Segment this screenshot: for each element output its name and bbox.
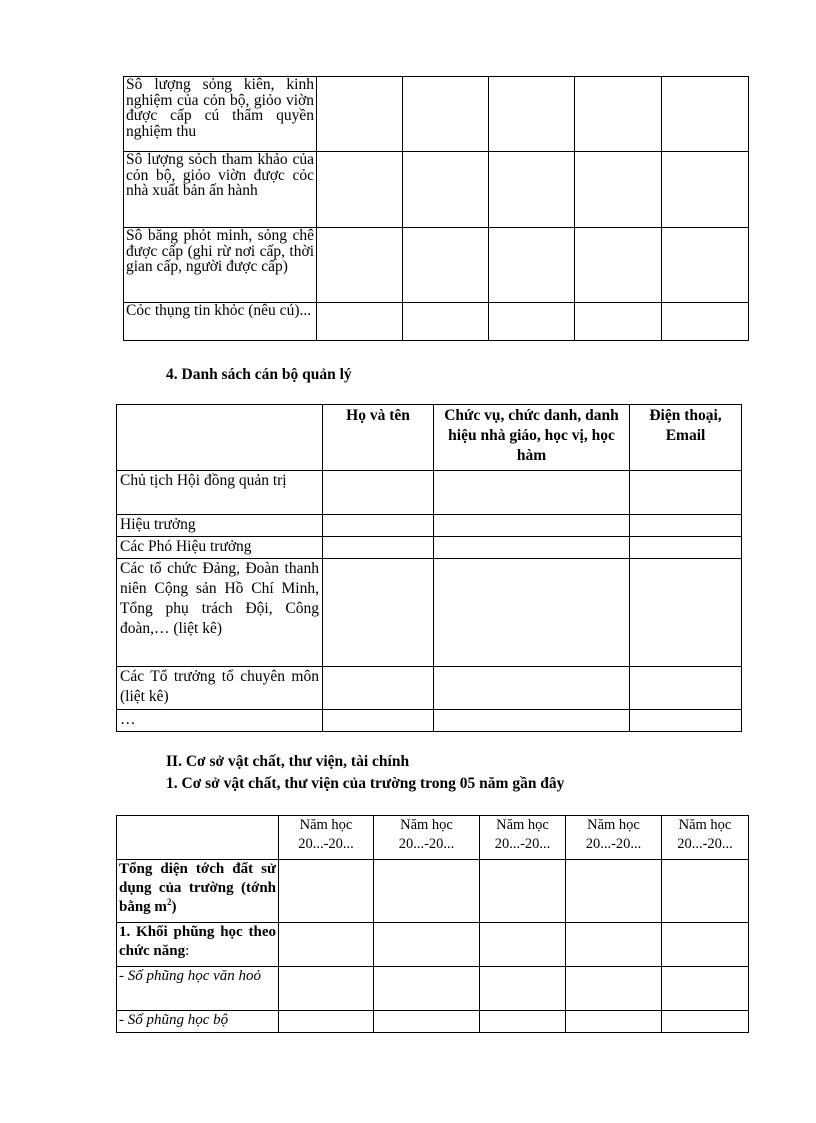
row-label: Các Phó Hiệu trưởng	[117, 537, 323, 559]
data-cell	[434, 537, 630, 559]
table-row	[117, 471, 742, 515]
table-row	[117, 559, 742, 667]
subsection-heading-facilities-5-years: 1. Cơ sở vật chất, thư viện của trường trong 05 năm gần đây	[166, 775, 565, 792]
column-header-contact: Điện thoại, Email	[630, 405, 742, 471]
table-header-row	[117, 816, 749, 860]
column-header-position: Chức vụ, chức danh, danh hiệu nhà giáo, học vị, học hàm	[434, 405, 630, 471]
data-cell	[403, 152, 489, 228]
table-row	[124, 303, 749, 341]
year-range: 20...-20...	[677, 836, 733, 852]
column-header-year	[566, 816, 662, 860]
row-label: Sô lượng sỏch tham khảo của cỏn bộ, giỏo viờn được cỏc nhà xuất bản ấn hành	[124, 152, 317, 228]
data-cell	[630, 667, 742, 710]
management-staff-table	[116, 404, 742, 732]
column-header-year	[662, 816, 749, 860]
table-header-row	[117, 405, 742, 471]
data-cell	[662, 77, 749, 152]
table-row	[117, 710, 742, 732]
table-row	[117, 667, 742, 710]
data-cell	[662, 923, 749, 967]
section-heading-facilities: II. Cơ sở vật chất, thư viện, tài chính	[166, 753, 410, 770]
data-cell	[630, 710, 742, 732]
year-label: Năm học	[678, 817, 732, 833]
year-label: Năm học	[587, 817, 640, 833]
row-label-culture-rooms: - Số phũng học văn hoỏ	[117, 967, 279, 1011]
year-label: Năm học	[496, 817, 549, 833]
data-cell	[566, 967, 662, 1011]
data-cell	[630, 537, 742, 559]
column-header-year	[480, 816, 566, 860]
data-cell	[403, 228, 489, 303]
column-header-year	[374, 816, 480, 860]
data-cell	[317, 77, 403, 152]
row-label: Chủ tịch Hội đồng quản trị	[117, 471, 323, 515]
corner-cell	[117, 816, 279, 860]
table-row	[124, 152, 749, 228]
data-cell	[566, 923, 662, 967]
table-row	[117, 1011, 749, 1033]
year-label: Năm học	[299, 817, 353, 833]
table-row	[117, 537, 742, 559]
block-label: 1. Khối phũng học theo chức năng	[119, 924, 276, 959]
data-cell	[575, 228, 662, 303]
data-cell	[662, 303, 749, 341]
row-label: Các Tổ trưởng tổ chuyên môn (liệt kê)	[117, 667, 323, 710]
data-cell	[323, 537, 434, 559]
table-row	[117, 967, 749, 1011]
row-label-classroom-block	[117, 923, 279, 967]
data-cell	[374, 1011, 480, 1033]
data-cell	[489, 77, 575, 152]
data-cell	[323, 515, 434, 537]
data-cell	[434, 559, 630, 667]
row-label: Sô lượng sỏng kiên, kinh nghiệm của cỏn bộ, giỏo viờn được cấp cú thẩm quyền nghiệm thu	[124, 77, 317, 152]
year-range: 20...-20...	[398, 836, 455, 852]
data-cell	[489, 228, 575, 303]
year-range: 20...-20...	[585, 836, 642, 852]
data-cell	[489, 152, 575, 228]
row-label-subject-rooms: - Số phũng học bộ	[117, 1011, 279, 1033]
row-label: Sô băng phỏt minh, sỏng chê được cấp (ghi rừ nơi cấp, thời gian cấp, người được cấp)	[124, 228, 317, 303]
table-row	[117, 515, 742, 537]
row-label: Hiệu trưởng	[117, 515, 323, 537]
column-header-year	[279, 816, 374, 860]
total-area-text: Tổng diện tớch đất sử dụng của trường (tớnh bằng m	[119, 861, 276, 915]
row-label: Cỏc thụng tin khỏc (nêu cú)...	[124, 303, 317, 341]
data-cell	[575, 152, 662, 228]
data-cell	[317, 303, 403, 341]
superscript: 2	[166, 897, 172, 907]
data-cell	[434, 515, 630, 537]
row-label: Các tổ chức Đảng, Đoàn thanh niên Cộng sản Hồ Chí Minh, Tổng phụ trách Đội, Công đoàn,… (liệt kê)	[117, 559, 323, 667]
data-cell	[662, 860, 749, 923]
data-cell	[279, 967, 374, 1011]
table-row	[124, 77, 749, 152]
facilities-table	[116, 815, 749, 1033]
data-cell	[279, 1011, 374, 1033]
data-cell	[374, 923, 480, 967]
row-label: …	[117, 710, 323, 732]
section-heading-managers: 4. Danh sách cán bộ quản lý	[166, 366, 352, 383]
data-cell	[434, 710, 630, 732]
data-cell	[403, 303, 489, 341]
data-cell	[317, 152, 403, 228]
data-cell	[630, 559, 742, 667]
year-range: 20...-20...	[298, 836, 354, 852]
data-cell	[662, 967, 749, 1011]
data-cell	[434, 667, 630, 710]
table-row	[117, 860, 749, 923]
data-cell	[480, 1011, 566, 1033]
data-cell	[317, 228, 403, 303]
column-header-name: Họ và tên	[323, 405, 434, 471]
data-cell	[575, 303, 662, 341]
data-cell	[566, 860, 662, 923]
table-row	[124, 228, 749, 303]
data-cell	[566, 1011, 662, 1033]
data-cell	[489, 303, 575, 341]
data-cell	[662, 1011, 749, 1033]
row-label-total-area	[117, 860, 279, 923]
data-cell	[575, 77, 662, 152]
data-cell	[630, 515, 742, 537]
data-cell	[374, 860, 480, 923]
data-cell	[630, 471, 742, 515]
data-cell	[279, 923, 374, 967]
column-header	[117, 405, 323, 471]
data-cell	[323, 559, 434, 667]
data-cell	[434, 471, 630, 515]
data-cell	[374, 967, 480, 1011]
year-label: Năm học	[400, 817, 453, 833]
closing-paren: )	[171, 899, 177, 915]
table-row	[117, 923, 749, 967]
data-cell	[323, 710, 434, 732]
year-range: 20...-20...	[494, 836, 551, 852]
data-cell	[662, 228, 749, 303]
data-cell	[480, 923, 566, 967]
data-cell	[403, 77, 489, 152]
research-output-table	[123, 76, 749, 341]
data-cell	[662, 152, 749, 228]
data-cell	[323, 667, 434, 710]
data-cell	[279, 860, 374, 923]
block-colon: :	[185, 943, 190, 959]
data-cell	[480, 860, 566, 923]
data-cell	[323, 471, 434, 515]
data-cell	[480, 967, 566, 1011]
